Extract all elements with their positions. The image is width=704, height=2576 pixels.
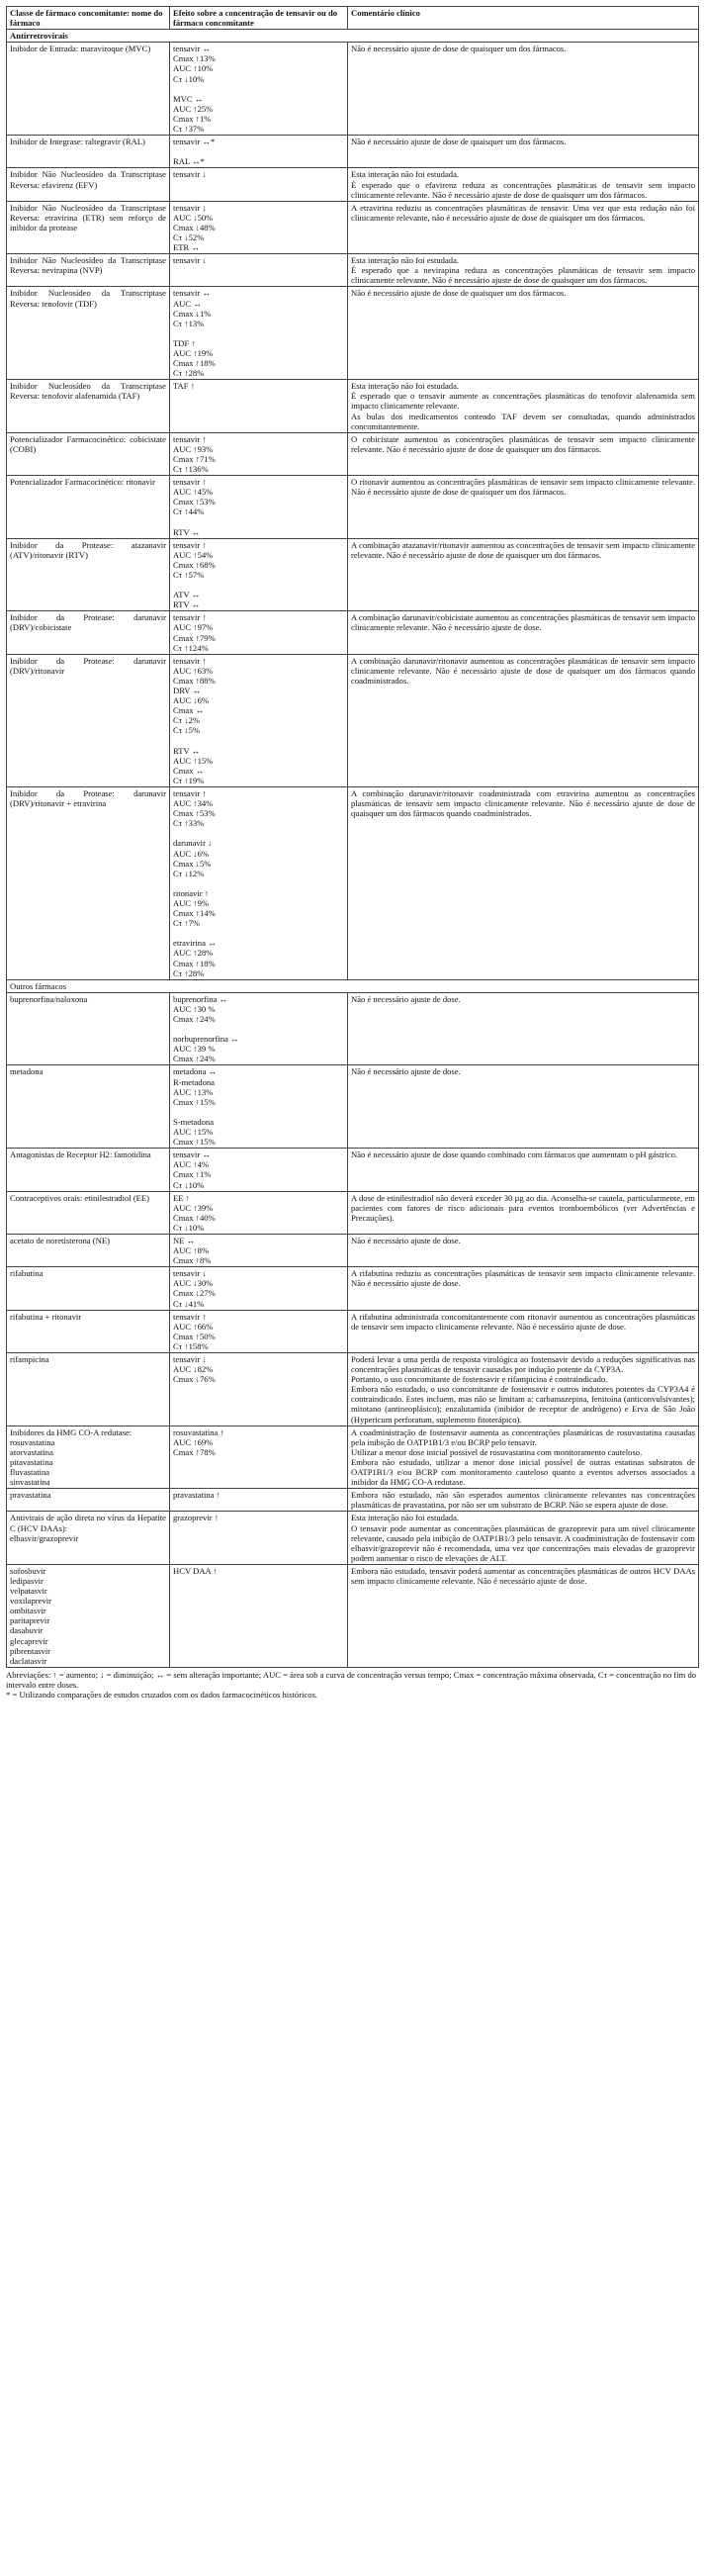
table-footnote <box>6 1670 698 1700</box>
table-row <box>7 1512 699 1564</box>
drug-cell: pravastatina <box>7 1489 170 1512</box>
drug-cell: Inibidor da Protease: darunavir (DRV)/ritonavir + etravirina <box>7 786 170 979</box>
table-row <box>7 538 699 611</box>
effect-cell: EE ↑ AUC ↑39% Cmax ↑40% Cτ ↓10% <box>170 1191 348 1234</box>
drug-cell: rifampicina <box>7 1353 170 1426</box>
effect-cell: tensavir ↓ AUC ↓30% Cmax ↓27% Cτ ↓41% <box>170 1267 348 1310</box>
table-row <box>7 1426 699 1489</box>
drug-cell: Inibidor da Protease: darunavir (DRV)/cobicistate <box>7 611 170 654</box>
table-row <box>7 136 699 168</box>
effect-cell: tensavir ↓ <box>170 168 348 201</box>
effect-cell: tensavir ↑ AUC ↑45% Cmax ↑53% Cτ ↑44% RTV ↔ <box>170 476 348 539</box>
header-drug-class: Classe de fármaco concomitante: nome do fármaco <box>7 7 170 30</box>
table-row <box>7 1149 699 1191</box>
comment-cell: O ritonavir aumentou as concentrações plasmáticas de tensavir sem impacto clinicamente relevante. Não é necessário ajuste de dose de quaisquer um dos fármacos. <box>348 476 699 539</box>
effect-cell: metadona ↔ R-metadona AUC ↑13% Cmax ↑15% S-metadona AUC ↑15% Cmax ↑15% <box>170 1065 348 1149</box>
effect-cell: tensavir ↔ Cmax ↑13% AUC ↑10% Cτ ↓10% MVC ↔ AUC ↑25% Cmax ↑1% Cτ ↑37% <box>170 43 348 136</box>
drug-cell: Inibidor Nucleosídeo da Transcriptase Reversa: tenofovir (TDF) <box>7 287 170 380</box>
asterisk-note: * = Utilizando comparações de estudos cruzados com os dados farmacocinéticos históricos. <box>6 1690 318 1700</box>
table-row <box>7 1267 699 1310</box>
section-header-row <box>7 30 699 43</box>
table-row <box>7 786 699 979</box>
comment-cell: Embora não estudado, não são esperados aumentos clinicamente relevantes nas concentrações plasmáticas de pravastatina, por não ser um substrato de BCRP. Não se espera ajuste de dose. <box>348 1489 699 1512</box>
comment-cell: A dose de etinilestradiol não deverá exceder 30 µg ao dia. Aconselha-se cautela, particularmente, em pacientes com fatores de risco adicionais para eventos tromboembólicos (ver Advertências e Precauções). <box>348 1191 699 1234</box>
table-row <box>7 380 699 432</box>
comment-cell: Não é necessário ajuste de dose. <box>348 992 699 1065</box>
drug-cell: Inibidores da HMG CO-A redutase: rosuvastatina atorvastatina pitavastatina fluvastatina sinvastatina <box>7 1426 170 1489</box>
comment-cell: A combinação atazanavir/ritonavir aumentou as concentrações de tensavir sem impacto clinicamente relevante. Não é necessário ajuste de dose de quaisquer um dos fármacos. <box>348 538 699 611</box>
comment-cell: Não é necessário ajuste de dose. <box>348 1234 699 1266</box>
drug-cell: Inibidor Não Nucleosídeo da Transcriptase Reversa: efavirenz (EFV) <box>7 168 170 201</box>
table-row <box>7 1065 699 1149</box>
abbreviations-note: Abreviações: ↑ = aumento; ↓ = diminuição; ↔ = sem alteração importante; AUC = área sob a curva de concentração versus tempo; Cmax = concentração máxima observada, Cτ = concentração no fim do intervalo entre doses. <box>6 1669 697 1690</box>
drug-cell: Potencializador Farmacocinético: cobicistate (COBI) <box>7 432 170 475</box>
table-row <box>7 168 699 201</box>
effect-cell: tensavir ↔ AUC ↑4% Cmax ↑1% Cτ ↓10% <box>170 1149 348 1191</box>
table-row <box>7 287 699 380</box>
section-title: Antirretrovirais <box>7 30 699 43</box>
effect-cell: buprenorfina ↔ AUC ↑30 % Cmax ↑24% norbuprenorfina ↔ AUC ↑39 % Cmax ↑24% <box>170 992 348 1065</box>
comment-cell: A combinação darunavir/cobicistate aumentou as concentrações plasmáticas de tensavir sem impacto clinicamente relevante. Não é necessário ajuste de dose. <box>348 611 699 654</box>
drug-cell: buprenorfina/naloxona <box>7 992 170 1065</box>
drug-cell: Inibidor da Protease: atazanavir (ATV)/ritonavir (RTV) <box>7 538 170 611</box>
drug-cell: Antivirais de ação direta no vírus da Hepatite C (HCV DAAs): elbasvir/grazoprevir <box>7 1512 170 1564</box>
table-body <box>7 30 699 1668</box>
drug-cell: metadona <box>7 1065 170 1149</box>
comment-cell: Embora não estudado, tensavir poderá aumentar as concentrações plasmáticas de outros HCV DAAs sem impacto clinicamente relevante. Não é necessário ajuste de dose. <box>348 1564 699 1667</box>
drug-cell: Inibidor Não Nucleosídeo da Transcriptase Reversa: etravirina (ETR) sem reforço de inibidor da protease <box>7 201 170 253</box>
effect-cell: tensavir ↑ AUC ↑63% Cmax ↑88% DRV ↔ AUC ↓6% Cmax ↔ Cτ ↓2% Cτ ↓5% RTV ↔ AUC ↑15% Cmax ↔ Cτ ↑19% <box>170 654 348 786</box>
comment-cell: Não é necessário ajuste de dose de quaisquer um dos fármacos. <box>348 43 699 136</box>
effect-cell: tensavir ↓ AUC ↓50% Cmax ↓48% Cτ ↓52% ETR ↔ <box>170 201 348 253</box>
comment-cell: Poderá levar a uma perda de resposta virológica ao fostensavir devido a reduções significativas nas concentrações plasmáticas de tensavir causadas por indução potente da CYP3A. Portanto, o uso concomitante de fostensavir e rifampicina é contraindicado. Embora não estudado, o uso concomitante de fostensavir e outros indutores potentes da CYP3A4 é contraindicado. Estes incluem, mas não se limitam a: carbamazepina, fenitoína (anticonvulsivantes); mitotano (antineoplásico); enzalutamida (inibidor de receptor de andrógeno) e Erva de São João (Hypericum perforatum, suplemento fitoterápico). <box>348 1353 699 1426</box>
interaction-table <box>6 6 699 1668</box>
comment-cell: Não é necessário ajuste de dose de quaisquer um dos fármacos. <box>348 136 699 168</box>
table-header-row <box>7 7 699 30</box>
effect-cell: tensavir ↓ AUC ↓82% Cmax ↓76% <box>170 1353 348 1426</box>
effect-cell: tensavir ↑ AUC ↑97% Cmax ↑79% Cτ ↑124% <box>170 611 348 654</box>
drug-cell: rifabutina <box>7 1267 170 1310</box>
drug-cell: Inibidor Não Nucleosídeo da Transcriptase Reversa: nevirapina (NVP) <box>7 254 170 287</box>
document-page <box>6 6 698 1700</box>
table-row <box>7 1234 699 1266</box>
effect-cell: tensavir ↑ AUC ↑54% Cmax ↑68% Cτ ↑57% ATV ↔ RTV ↔ <box>170 538 348 611</box>
comment-cell: A rifabutina administrada concomitantemente com ritonavir aumentou as concentrações plasmáticas de tensavir sem impacto clinicamente relevante. Não é necessário ajuste de dose. <box>348 1310 699 1352</box>
comment-cell: Esta interação não foi estudada. O tensavir pode aumentar as concentrações plasmáticas de grazoprevir para um nível clinicamente relevante, causado pela inibição de OATP1B1/3 pelo tensavir. A coadministração de fostensavir com elbasvir/grazoprevir não é recomendada, uma vez que concentrações mais elevadas de grazoprevir podem aumentar o risco de elevações de ALT. <box>348 1512 699 1564</box>
drug-cell: Antagonistas de Receptor H2: famotidina <box>7 1149 170 1191</box>
effect-cell: tensavir ↓ <box>170 254 348 287</box>
drug-cell: Inibidor de Integrase: raltegravir (RAL) <box>7 136 170 168</box>
comment-cell: Esta interação não foi estudada. É esperado que o tensavir aumente as concentrações plasmáticas do tenofovir alafenamida sem impacto clinicamente relevante. As bulas dos medicamentos contendo TAF devem ser consultadas, quando administrados concomitantemente. <box>348 380 699 432</box>
table-row <box>7 1191 699 1234</box>
comment-cell: Não é necessário ajuste de dose de quaisquer um dos fármacos. <box>348 287 699 380</box>
comment-cell: A coadministração de fostensavir aumenta as concentrações plasmáticas de rosuvastatina causadas pela inibição de OATP1B1/3 e/ou BCRP pelo tensavir. Utilizar a menor dose inicial possível de rosuvastatina com monitoramento cauteloso. Embora não estudado, utilizar a menor dose inicial possível de outras estatinas substratos de OATP1B1/3 e/ou BCRP com monitoramento cauteloso quanto a eventos adversos associados a inibidor da HMG CO-A redutase. <box>348 1426 699 1489</box>
table-row <box>7 1310 699 1352</box>
section-title: Outros fármacos <box>7 979 699 992</box>
effect-cell: grazoprevir ↑ <box>170 1512 348 1564</box>
drug-cell: rifabutina + ritonavir <box>7 1310 170 1352</box>
drug-cell: sofosbuvir ledipasvir velpatasvir voxilaprevir ombitasvir paritaprevir dasabuvir glecaprevir pibrentasvir daclatasvir <box>7 1564 170 1667</box>
effect-cell: pravastatina ↑ <box>170 1489 348 1512</box>
effect-cell: tensavir ↔ AUC ↔ Cmax ↓1% Cτ ↑13% TDF ↑ AUC ↑19% Cmax ↑18% Cτ ↑28% <box>170 287 348 380</box>
comment-cell: Esta interação não foi estudada. É esperado que o efavirenz reduza as concentrações plasmáticas de tensavir sem impacto clinicamente relevante. Não é necessário ajuste de dose de quaisquer um dos fármacos. <box>348 168 699 201</box>
effect-cell: tensavir ↔* RAL ↔* <box>170 136 348 168</box>
effect-cell: HCV DAA ↑ <box>170 1564 348 1667</box>
effect-cell: tensavir ↑ AUC ↑66% Cmax ↑50% Cτ ↑158% <box>170 1310 348 1352</box>
comment-cell: A rifabutina reduziu as concentrações plasmáticas de tensavir sem impacto clinicamente relevante. Não é necessário ajuste de dose. <box>348 1267 699 1310</box>
drug-cell: Inibidor de Entrada: maraviroque (MVC) <box>7 43 170 136</box>
table-row <box>7 432 699 475</box>
drug-cell: Potencializador Farmacocinético: ritonavir <box>7 476 170 539</box>
table-row <box>7 654 699 786</box>
table-row <box>7 992 699 1065</box>
comment-cell: Não é necessário ajuste de dose. <box>348 1065 699 1149</box>
table-row <box>7 254 699 287</box>
table-row <box>7 611 699 654</box>
drug-cell: Inibidor da Protease: darunavir (DRV)/ritonavir <box>7 654 170 786</box>
section-header-row <box>7 979 699 992</box>
table-row <box>7 1564 699 1667</box>
drug-cell: acetato de noretisterona (NE) <box>7 1234 170 1266</box>
effect-cell: TAF ↑ <box>170 380 348 432</box>
table-row <box>7 43 699 136</box>
table-row <box>7 1353 699 1426</box>
effect-cell: tensavir ↑ AUC ↑93% Cmax ↑71% Cτ ↑136% <box>170 432 348 475</box>
comment-cell: A etravirina reduziu as concentrações plasmáticas de tensavir. Uma vez que esta redução não foi clinicamente relevante, não é necessário ajuste de dose de quaisquer um dos fármacos. <box>348 201 699 253</box>
table-row <box>7 1489 699 1512</box>
comment-cell: Esta interação não foi estudada. É esperado que a nevirapina reduza as concentrações plasmáticas de tensavir sem impacto clinicamente relevante. Não é necessário ajuste de dose de quaisquer um dos fármacos. <box>348 254 699 287</box>
comment-cell: A combinação darunavir/ritonavir coadministrada com etravirina aumentou as concentrações plasmáticas de tensavir sem impacto clinicamente relevante. Não é necessário ajuste de dose de quaisquer um dos fármacos quando coadministrados. <box>348 786 699 979</box>
header-comment: Comentário clínico <box>348 7 699 30</box>
comment-cell: Não é necessário ajuste de dose quando combinado com fármacos que aumentam o pH gástrico. <box>348 1149 699 1191</box>
table-row <box>7 201 699 253</box>
comment-cell: O cobicistate aumentou as concentrações plasmáticas de tensavir sem impacto clinicamente relevante. Não é necessário ajuste de dose de quaisquer um dos fármacos. <box>348 432 699 475</box>
drug-cell: Contraceptivos orais: etinilestradiol (EE) <box>7 1191 170 1234</box>
effect-cell: tensavir ↑ AUC ↑34% Cmax ↑53% Cτ ↑33% darunavir ↓ AUC ↓6% Cmax ↓5% Cτ ↓12% ritonavir ↑ AUC ↑9% Cmax ↑14% Cτ ↑7% etravirina ↔ AUC ↑28% Cmax ↑18% Cτ ↑28% <box>170 786 348 979</box>
comment-cell: A combinação darunavir/ritonavir aumentou as concentrações plasmáticas de tensavir sem impacto clinicamente relevante. Não é necessário ajuste de dose de quaisquer um dos fármacos quando coadministrados. <box>348 654 699 786</box>
effect-cell: NE ↔ AUC ↑8% Cmax ↑8% <box>170 1234 348 1266</box>
table-row <box>7 476 699 539</box>
effect-cell: rosuvastatina ↑ AUC ↑69% Cmax ↑78% <box>170 1426 348 1489</box>
drug-cell: Inibidor Nucleosídeo da Transcriptase Reversa: tenofovir alafenamida (TAF) <box>7 380 170 432</box>
header-effect: Efeito sobre a concentração de tensavir ou do fármaco concomitante <box>170 7 348 30</box>
